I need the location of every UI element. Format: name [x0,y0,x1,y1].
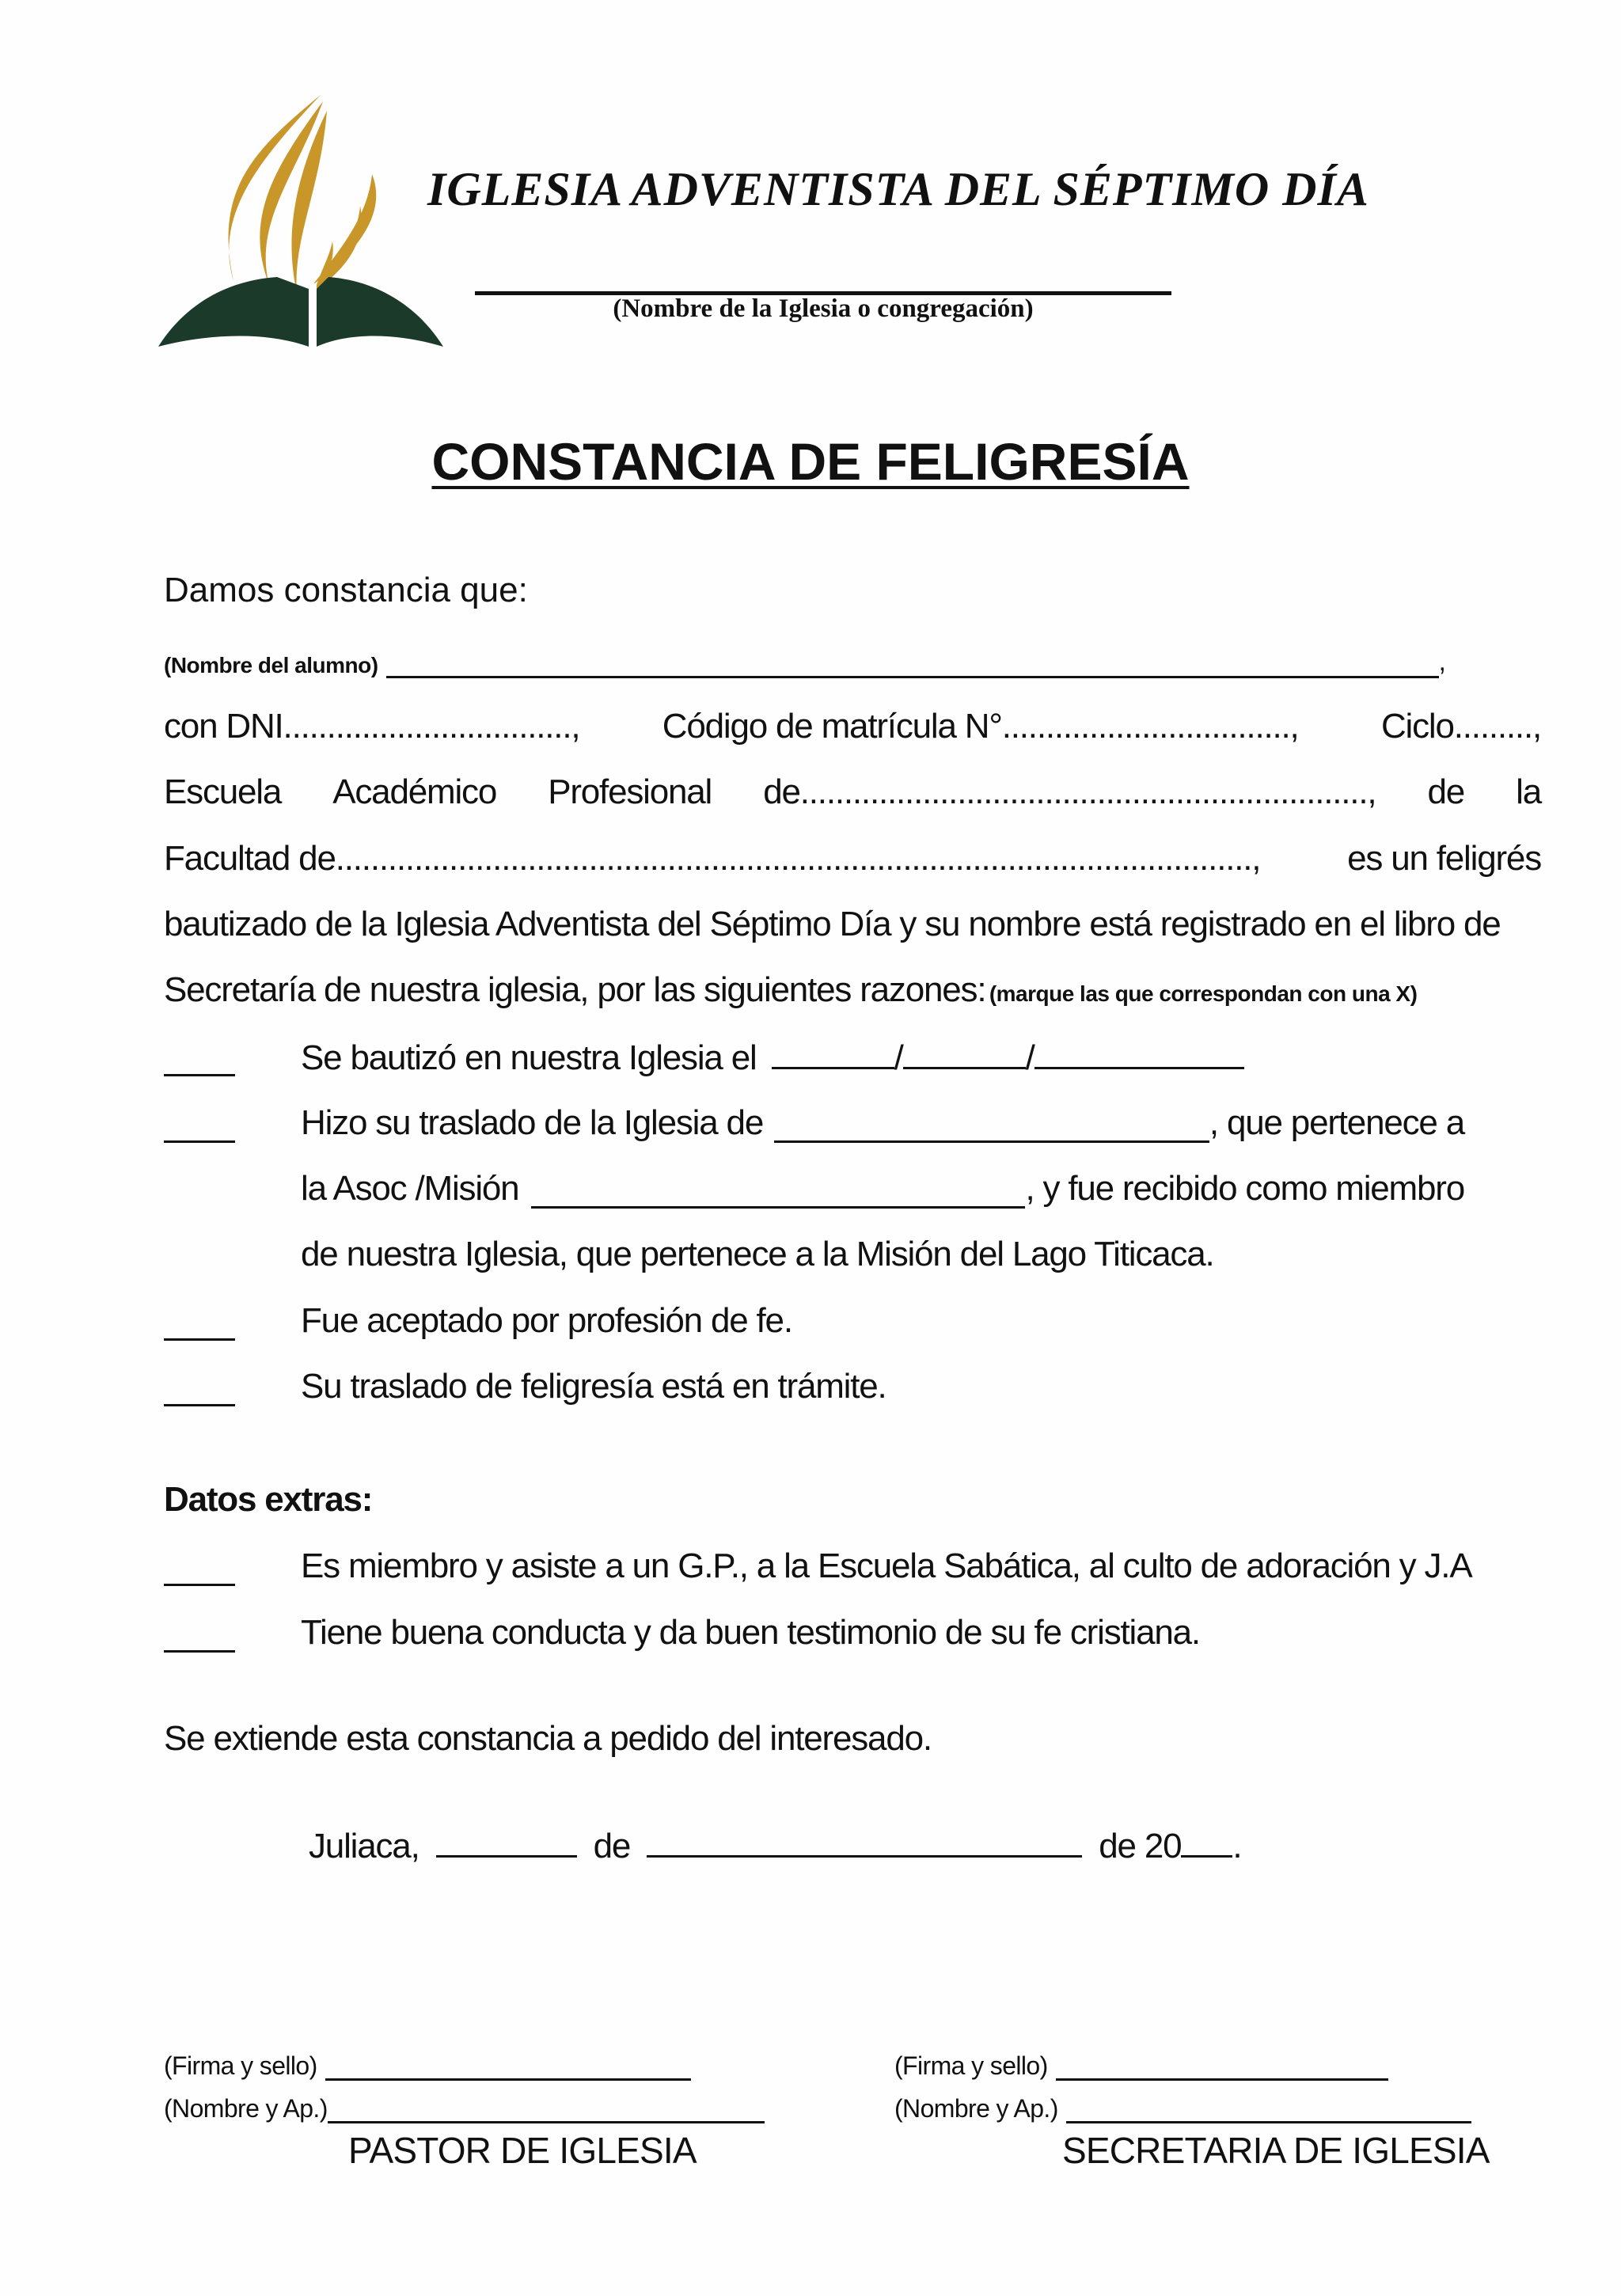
date-line [309,1825,1241,1866]
option-profession: Fue aceptado por profesión de fe. [301,1301,792,1340]
option-transfer-line-3: de nuestra Iglesia, que pertenece a la Misión del Lago Titicaca. [301,1235,1214,1273]
extra-member: Es miembro y asiste a un G.P., a la Escuela Sabática, al culto de adoración y J.A [301,1546,1472,1585]
mark-instruction: (marque las que correspondan con una X) [989,981,1418,1006]
pastor-name-row [164,2094,765,2123]
checkbox-conduct[interactable] [164,1650,235,1653]
option-transfer-text-d: , y fue recibido como miembro [1025,1169,1464,1208]
extra-conduct: Tiene buena conducta y da buen testimonio de su fe cristiana. [301,1613,1200,1652]
flame-bible-logo-icon [158,95,443,356]
secretary-role: SECRETARIA DE IGLESIA [1062,2130,1490,2171]
option-transfer-text-c: la Asoc /Misión [301,1169,519,1208]
matricula-field[interactable]: Código de matrícula N°................................., [662,707,1299,746]
date-city: Juliaca, [309,1827,419,1865]
secretary-name-row [894,2094,1471,2123]
baptism-month-blank[interactable] [903,1037,1026,1069]
pastor-signature-blank[interactable] [325,2056,691,2081]
option-baptized-text: Se bautizó en nuestra Iglesia el [301,1038,757,1077]
secretary-name-blank[interactable] [1066,2099,1471,2123]
line2-word: Profesional [548,772,712,811]
student-name-label: (Nombre del alumno) [164,652,378,677]
line3-end: es un feligrés [1347,839,1541,878]
pastor-signature-label: (Firma y sello) [164,2051,317,2080]
secretary-signature-label: (Firma y sello) [894,2051,1048,2080]
checkbox-baptized[interactable] [164,1074,235,1076]
student-name-blank[interactable] [386,655,1439,678]
option-transfer-text: Hizo su traslado de la Iglesia de [301,1103,764,1142]
option-pending: Su traslado de feligresía está en trámite. [301,1367,886,1406]
baptism-day-blank[interactable] [772,1037,894,1069]
body-line-4: bautizado de la Iglesia Adventista del Séptimo Día y su nombre está registrado en el libro de [164,905,1501,943]
option-transfer-line-2 [301,1169,1464,1209]
option-transfer-line-1 [301,1103,1464,1143]
body-line-5 [164,970,1417,1010]
body-line-5-text: Secretaría de nuestra iglesia, por las siguientes razones: [164,970,986,1009]
line2-word: Académico [332,772,497,811]
pastor-role: PASTOR DE IGLESIA [348,2130,697,2171]
body-line-2 [164,772,1541,812]
line2-word: la [1516,772,1541,811]
baptism-year-blank[interactable] [1034,1037,1244,1069]
congregation-note: (Nombre de la Iglesia o congregación) [613,294,1034,323]
checkbox-profession[interactable] [164,1338,235,1341]
student-name-row [164,646,1446,678]
origin-church-blank[interactable] [774,1110,1209,1143]
pastor-name-blank[interactable] [328,2099,765,2123]
facultad-field[interactable]: Facultad de........................................................................................................., [164,839,1261,878]
checkbox-transfer[interactable] [164,1140,235,1143]
secretary-signature-row [894,2051,1388,2081]
date-year-prefix: de 20 [1099,1827,1182,1865]
body-line-1 [164,707,1541,746]
church-name: IGLESIA ADVENTISTA DEL SÉPTIMO DÍA [427,163,1369,215]
intro-text: Damos constancia que: [164,571,528,609]
secretary-name-label: (Nombre y Ap.) [894,2094,1058,2123]
line2-word: Escuela [164,772,282,811]
escuela-field[interactable]: de................................................................., [763,772,1376,811]
line2-word: de [1427,772,1465,811]
date-month-blank[interactable] [647,1825,1082,1858]
date-de: de [593,1827,631,1865]
checkbox-member[interactable] [164,1584,235,1586]
date-year-blank[interactable] [1181,1825,1232,1858]
document-title-text: CONSTANCIA DE FELIGRESÍA [431,432,1190,491]
dni-field[interactable]: con DNI................................., [164,707,580,746]
mission-blank[interactable] [531,1176,1025,1209]
secretary-signature-blank[interactable] [1056,2056,1388,2081]
checkbox-pending[interactable] [164,1404,235,1406]
ciclo-field[interactable]: Ciclo........., [1380,707,1541,746]
extras-heading: Datos extras: [164,1480,373,1519]
body-line-3 [164,839,1541,879]
option-baptized: Se bautizó en nuestra Iglesia el / / [301,1037,1244,1078]
document-title [0,431,1621,491]
pastor-name-label: (Nombre y Ap.) [164,2094,328,2123]
option-transfer-text-b: , que pertenece a [1209,1103,1464,1142]
pastor-signature-row [164,2051,691,2081]
date-day-blank[interactable] [436,1825,577,1858]
closing-text: Se extiende esta constancia a pedido del interesado. [164,1719,932,1758]
student-comma: , [1438,647,1446,677]
date-end: . [1232,1827,1242,1865]
